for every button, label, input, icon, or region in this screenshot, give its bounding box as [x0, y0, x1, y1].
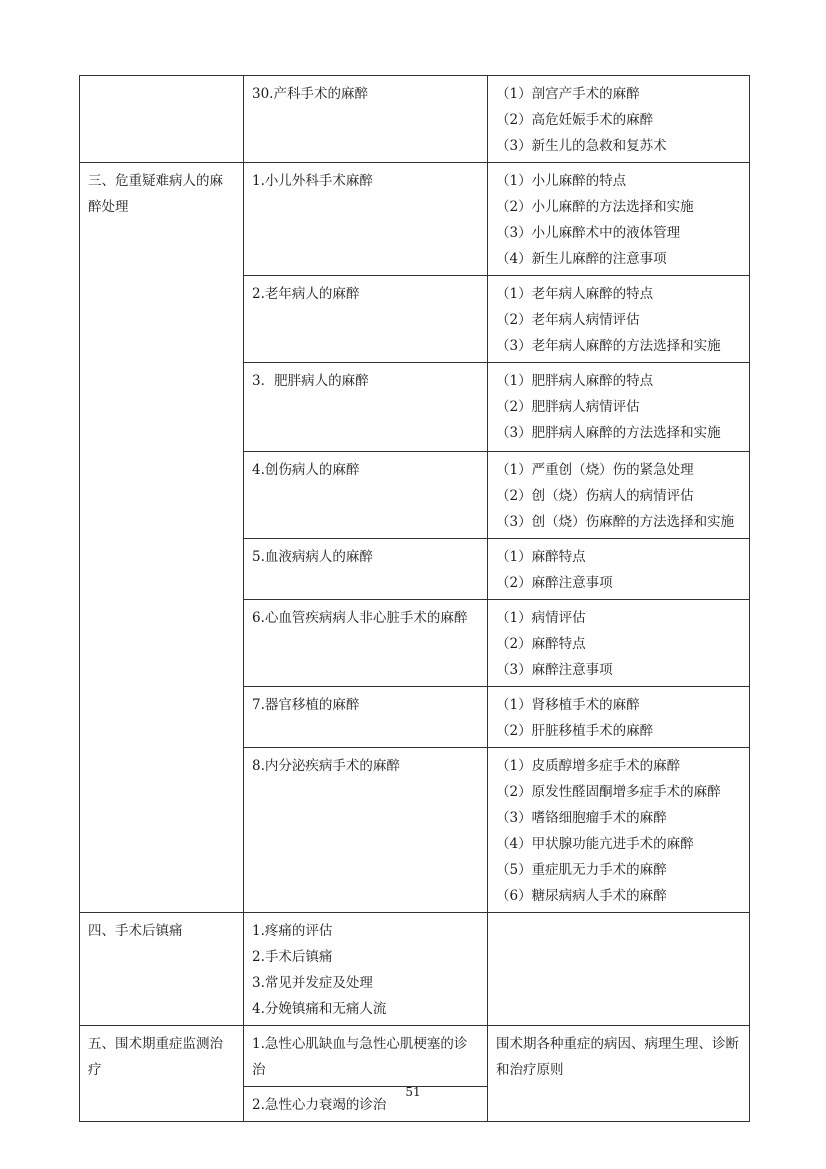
topic-cell: 4.创伤病人的麻醉	[244, 452, 488, 539]
topic-cell: 1.急性心肌缺血与急性心肌梗塞的诊治	[244, 1026, 488, 1087]
detail-cell: （1）老年病人麻醉的特点 （2）老年病人病情评估 （3）老年病人麻醉的方法选择和实施	[488, 276, 750, 363]
section-cell	[80, 76, 244, 163]
table-row	[80, 163, 750, 276]
section-cell: 四、手术后镇痛	[80, 913, 244, 1026]
table-row	[80, 76, 750, 163]
detail-cell: （1）剖宫产手术的麻醉 （2）高危妊娠手术的麻醉 （3）新生儿的急救和复苏术	[488, 76, 750, 163]
table-row	[80, 1026, 750, 1087]
detail-cell	[488, 913, 750, 1026]
detail-cell: （1）麻醉特点 （2）麻醉注意事项	[488, 539, 750, 600]
topic-cell: 1.小儿外科手术麻醉	[244, 163, 488, 276]
detail-cell: （1）皮质醇增多症手术的麻醉 （2）原发性醛固酮增多症手术的麻醉 （3）嗜铬细胞瘤手术的麻醉 （4）甲状腺功能亢进手术的麻醉 （5）重症肌无力手术的麻醉 （6）糖尿病病人手术的麻醉	[488, 748, 750, 913]
topic-cell: 7.器官移植的麻醉	[244, 687, 488, 748]
topic-cell: 3．肥胖病人的麻醉	[244, 363, 488, 452]
topic-cell: 2.急性心力衰竭的诊治	[244, 1087, 488, 1122]
section-cell: 五、围术期重症监测治疗	[80, 1026, 244, 1122]
detail-cell: （1）肥胖病人麻醉的特点 （2）肥胖病人病情评估 （3）肥胖病人麻醉的方法选择和实施	[488, 363, 750, 452]
topic-cell: 6.心血管疾病病人非心脏手术的麻醉	[244, 600, 488, 687]
table-row	[80, 913, 750, 1026]
topic-cell: 2.老年病人的麻醉	[244, 276, 488, 363]
detail-cell: （1）小儿麻醉的特点 （2）小儿麻醉的方法选择和实施 （3）小儿麻醉术中的液体管理 （4）新生儿麻醉的注意事项	[488, 163, 750, 276]
detail-cell: （1）严重创（烧）伤的紧急处理 （2）创（烧）伤病人的病情评估 （3）创（烧）伤麻醉的方法选择和实施	[488, 452, 750, 539]
detail-cell: （1）病情评估 （2）麻醉特点 （3）麻醉注意事项	[488, 600, 750, 687]
detail-cell: 围术期各种重症的病因、病理生理、诊断和治疗原则	[488, 1026, 750, 1122]
page-number: 51	[405, 1085, 421, 1099]
syllabus-table	[79, 75, 750, 1122]
detail-cell: （1）肾移植手术的麻醉 （2）肝脏移植手术的麻醉	[488, 687, 750, 748]
topic-cell: 5.血液病病人的麻醉	[244, 539, 488, 600]
section-cell: 三、危重疑难病人的麻醉处理	[80, 163, 244, 913]
topic-cell: 1.疼痛的评估 2.手术后镇痛 3.常见并发症及处理 4.分娩镇痛和无痛人流	[244, 913, 488, 1026]
topic-cell: 8.内分泌疾病手术的麻醉	[244, 748, 488, 913]
topic-cell: 30.产科手术的麻醉	[244, 76, 488, 163]
